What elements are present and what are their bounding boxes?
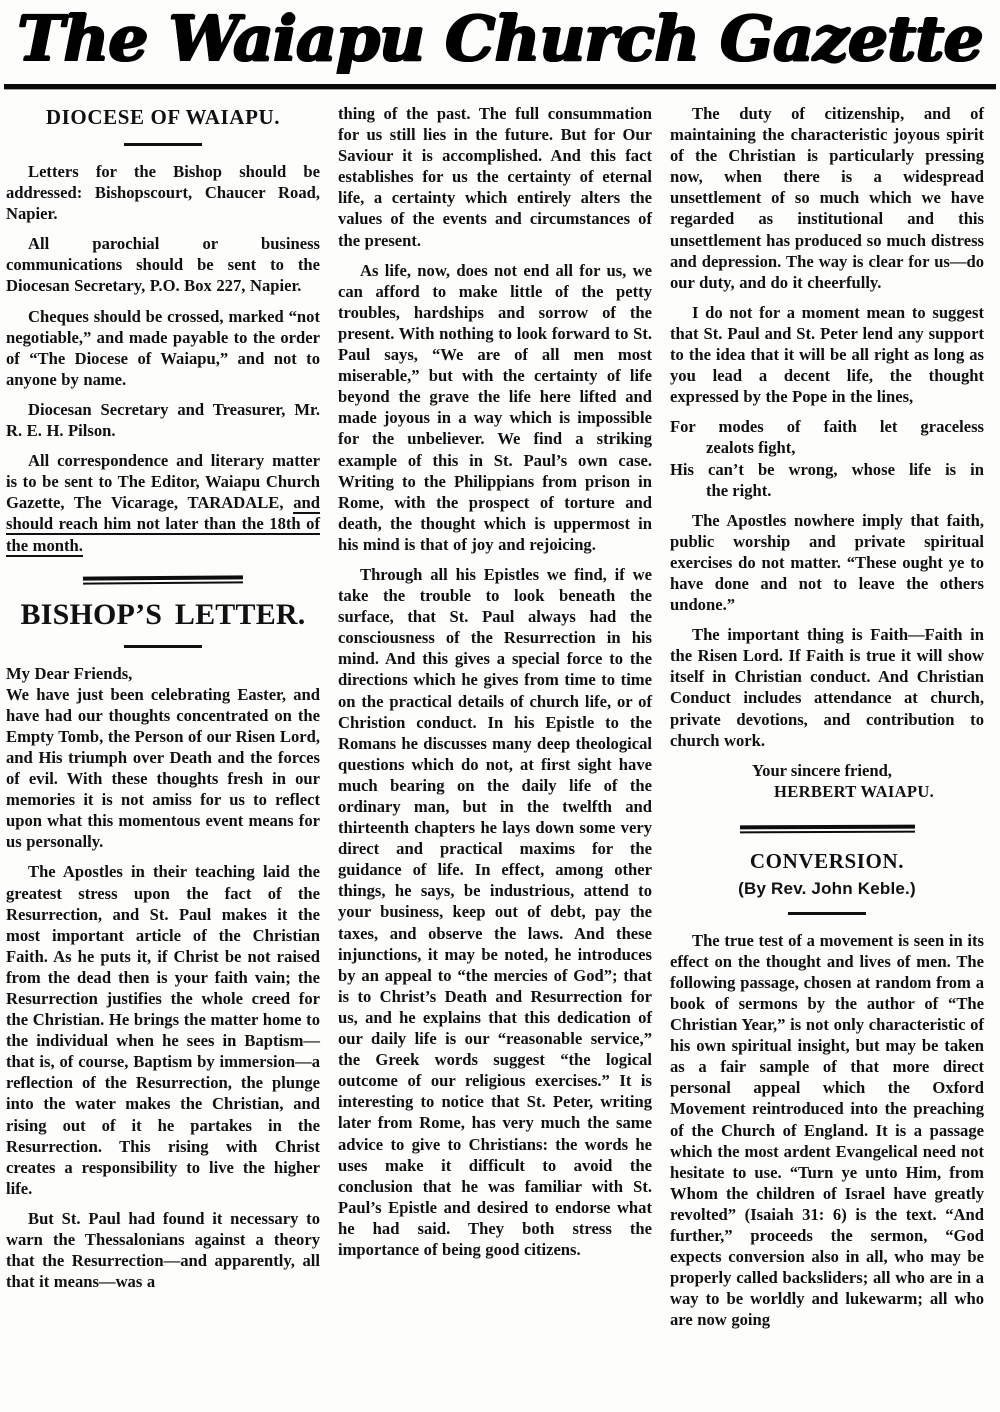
double-divider-rule — [739, 824, 914, 833]
body-paragraph-continued: thing of the past. The full consummation for us still lies in the future. But for Our Saviour it is accomplished. And this fact establishes for us the certainty of eternal life, a certainty which entirely alters the values of the events and circumstances of the present. — [338, 104, 652, 250]
verse-line: the right. — [706, 480, 772, 500]
salutation-line: My Dear Friends, — [6, 663, 133, 683]
verse-line: zealots fight, — [706, 438, 796, 458]
rule-line-upper — [83, 575, 243, 580]
body-paragraph: The duty of citizenship, and of maintaining the characteristic joyous spirit of the Christian is particularly pressing now, when there is a widespread unsettlement of so much which we have regarded as institutional and this unsettlement has produced so much distress and depression. The way is clear for us—do our duty, and do it cheerfully. — [670, 104, 984, 292]
body-paragraph: Cheques should be crossed, marked “not negotiable,” and made payable to the order of “The Diocese of Waiapu,” and not to anyone by name. — [6, 306, 320, 389]
editor-deadline-emphasis: and should reach him not later than the 18th of the month. — [6, 493, 320, 555]
body-paragraph: The Apostles in their teaching laid the greatest stress upon the fact of the Resurrection, and St. Paul makes it the most important article of the Christian Faith. As he puts it, if Christ be not raised from the dead then is your faith vain; the Resurrection justifies the whole creed for the Christian. He brings the matter home to the individual when he sees in Baptism—that is, of course, Baptism by immersion—a reflection of the Resurrection, the plunge into the water makes the Christian, and rising out of it he partakes in the Resurrection. This rising with Christ creates a responsibility to live the higher life. — [6, 862, 320, 1198]
masthead — [0, 0, 1000, 74]
editor-address-paragraph — [6, 450, 320, 555]
newspaper-title: The Waiapu Church Gazette — [17, 2, 983, 75]
body-paragraph: As life, now, does not end all for us, we can afford to make little of the petty troubles, hardships and sorrow of the present. With nothing to look forward to St. Paul says, “We are of all men most miserable,” but with the certainty of life beyond the grave the life here lifted and made joyous in a way which is impossible for the unbeliever. We find a striking example of this in St. Paul’s own case. Writing to the Philippians from prison in Rome, with the prospect of torture and death, the thought which is uppermost in his mind is that of joy and rejoicing. — [338, 260, 652, 554]
signature-name: HERBERT WAIAPU. — [774, 782, 935, 802]
column-3 — [670, 103, 984, 1340]
conversion-byline: (By Rev. John Keble.) — [738, 878, 916, 898]
column-2 — [338, 103, 652, 1340]
body-paragraph: The true test of a movement is seen in its effect on the thought and lives of men. The following passage, chosen at random from a book of sermons by the author of “The Christian Year,” is not only characteristic of his own spiritual insight, but may be taken as a fair sample of that more direct personal appeal which the Oxford Movement reintroduced into the preaching of the Church of England. It is a passage which the most ardent Evangelical need not hesitate to use. “Turn ye unto Him, from Whom the children of Israel have greatly revolted” (Isaiah 31: 6) is the text. “And further,” proceeds the sermon, “God expects conversion also in all, who may be properly called backsliders; all who are in a way to be worldly and lukewarm; all who are now going — [670, 930, 984, 1330]
verse-quotation — [670, 416, 984, 500]
short-divider-rule — [788, 912, 866, 915]
bishops-letter-heading: BISHOP’S LETTER. — [20, 597, 306, 631]
body-paragraph: I do not for a moment mean to suggest that St. Paul and St. Peter lend any support to the idea that it will be all right as long as you lead a decent life, the thought expressed by the Pope in the lines, — [670, 302, 984, 407]
body-paragraph: All parochial or business communications should be sent to the Diocesan Secretary, P.O. Box 227, Napier. — [6, 234, 320, 296]
verse-line: His can’t be wrong, whose life is in — [670, 459, 984, 479]
rule-line-lower — [83, 581, 243, 584]
short-divider-rule — [124, 143, 202, 146]
verse-line: For modes of faith let graceless — [670, 417, 984, 437]
rule-line-upper — [739, 824, 914, 829]
article-columns — [0, 89, 1000, 1340]
column-1 — [6, 103, 320, 1340]
body-paragraph: Letters for the Bishop should be addressed: Bishopscourt, Chaucer Road, Napier. — [6, 162, 320, 224]
conversion-heading: CONVERSION. — [749, 848, 905, 873]
double-divider-rule — [83, 575, 243, 584]
short-divider-rule — [124, 645, 202, 648]
body-paragraph: Diocesan Secretary and Treasurer, Mr. R. E. H. Pilson. — [6, 399, 320, 441]
signature-valediction: Your sincere friend, — [752, 760, 892, 780]
diocese-heading: DIOCESE OF WAIAPU. — [45, 105, 281, 129]
body-paragraph: The important thing is Faith—Faith in the Risen Lord. If Faith is true it will show itself in Christian conduct. And Christian Conduct includes attendance at church, private devotions, and contribution to church work. — [670, 625, 984, 750]
rule-line-lower — [740, 830, 915, 833]
letter-signature — [670, 760, 984, 803]
body-paragraph: But St. Paul had found it necessary to warn the Thessalonians against a theory that the Resurrection—and apparently, all that it means—was a — [6, 1208, 320, 1292]
body-paragraph: The Apostles nowhere imply that faith, public worship and private spiritual exercises do not matter. “These ought ye to have done and not to leave the others undone.” — [670, 510, 984, 615]
body-paragraph-continued: We have just been celebrating Easter, and have had our thoughts concentrated on the Empty Tomb, the Person of our Risen Lord, and His triumph over Death and the forces of evil. With these thoughts fresh in our memories it is not amiss for us to reflect upon what this momentous event means for us personally. — [6, 684, 320, 852]
body-paragraph: Through all his Epistles we find, if we take the trouble to look beneath the surface, that St. Paul always had the consciousness of the Resurrection in his mind. And this gives a special force to the directions which he gives from time to time on the practical details of church life, or of Christion conduct. In his Epistle to the Romans he discusses many deep theological questions which do not, at first sight have much bearing on the daily life of the ordinary man, but in the twelfth and thirteenth chapters he lays down some very direct and practical maxims for the guidance of life. In effect, among other things, he says, be industrious, attend to your business, keep out of debt, pay the taxes, and observe the laws. And these injunctions, it may be noted, he introduces by an appeal to “the mercies of God”; that is to Christ’s Death and Resurrection for us, and he explains that this dedication of our daily life is our “reasonable service,” the Greek words suggest “the logical outcome of our religious exercises.” It is interesting to notice that St. Peter, writing later from Rome, has very much the same advice to give to Christians: the words he uses make it difficult to avoid the conclusion that he was familiar with St. Paul’s Epistle and desired to endorse what he had said. They both stress the importance of being good citizens. — [338, 564, 652, 1259]
editor-address-lead: All correspondence and literary matter is to be sent to The Editor, Waiapu Church Gazette, The Vicarage, TARADALE, — [6, 451, 320, 513]
